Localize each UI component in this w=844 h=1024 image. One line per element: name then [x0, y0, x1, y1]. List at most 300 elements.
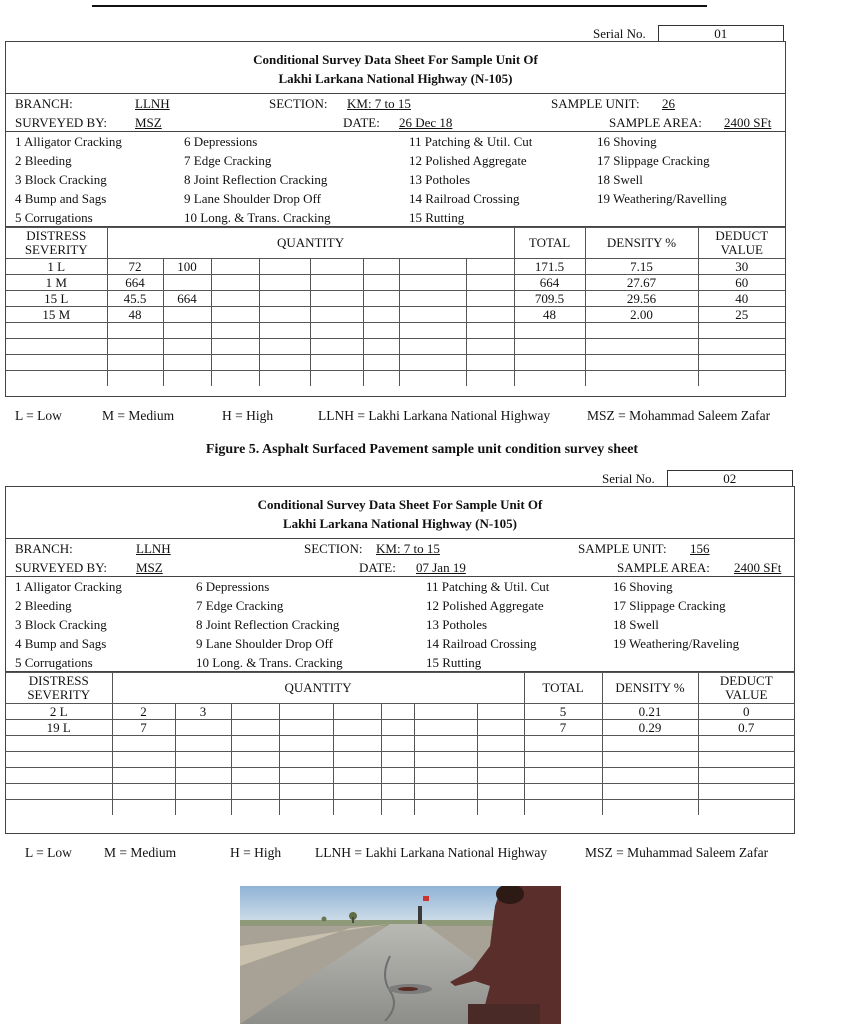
deduct-cell	[698, 752, 794, 768]
codes-col-1	[15, 577, 122, 672]
quantity-cell	[363, 307, 399, 323]
quantity-cell	[466, 339, 514, 355]
deduct-cell	[698, 736, 794, 752]
quantity-cell	[107, 323, 163, 339]
density-cell	[602, 736, 698, 752]
figure-caption: Figure 5. Asphalt Surfaced Pavement sample unit condition survey sheet	[205, 442, 639, 457]
density-cell	[602, 752, 698, 768]
quantity-cell	[112, 736, 175, 752]
deduct-cell	[698, 323, 785, 339]
codes-col-2	[184, 132, 331, 227]
quantity-cell	[477, 784, 524, 800]
legend-msz: MSZ = Mohammad Saleem Zafar	[587, 408, 771, 423]
quantity-cell: 7	[112, 720, 175, 736]
quantity-cell	[231, 768, 279, 784]
survey-sheet-2	[5, 486, 795, 834]
quantity-cell	[477, 720, 524, 736]
legend-medium: M = Medium	[102, 408, 175, 423]
quantity-cell	[163, 323, 211, 339]
sample-unit-label: SAMPLE UNIT:	[551, 96, 640, 111]
quantity-cell	[231, 736, 279, 752]
table-row	[6, 800, 794, 816]
distress-codes	[6, 132, 785, 227]
distress-table	[6, 227, 785, 386]
quantity-cell	[381, 784, 414, 800]
severity-cell	[6, 371, 107, 387]
quantity-cell	[279, 768, 333, 784]
code-item: 7 Edge Cracking	[184, 153, 272, 168]
quantity-cell	[399, 259, 466, 275]
code-item: 8 Joint Reflection Cracking	[184, 172, 328, 187]
code-item: 7 Edge Cracking	[196, 598, 284, 613]
quantity-cell	[363, 259, 399, 275]
code-item: 18 Swell	[597, 172, 643, 187]
quantity-cell	[211, 355, 259, 371]
code-item: 10 Long. & Trans. Cracking	[184, 210, 331, 225]
code-item: 14 Railroad Crossing	[409, 191, 520, 206]
quantity-cell	[107, 339, 163, 355]
code-item: 4 Bump and Sags	[15, 636, 107, 651]
code-item: 11 Patching & Util. Cut	[426, 579, 550, 594]
quantity-cell	[211, 259, 259, 275]
table-row	[6, 323, 785, 339]
quantity-cell	[466, 307, 514, 323]
quantity-cell	[414, 800, 477, 816]
quantity-cell	[363, 371, 399, 387]
distress-codes	[6, 577, 794, 672]
quantity-cell	[112, 768, 175, 784]
density-cell: 2.00	[585, 307, 698, 323]
code-item: 14 Railroad Crossing	[426, 636, 537, 651]
severity-cell: 1 M	[6, 275, 107, 291]
quantity-cell	[381, 800, 414, 816]
code-item: 2 Bleeding	[15, 598, 72, 613]
quantity-cell	[381, 736, 414, 752]
section-value: KM: 7 to 15	[376, 541, 440, 556]
code-item: 2 Bleeding	[15, 153, 72, 168]
quantity-cell: 664	[163, 291, 211, 307]
quantity-cell	[231, 800, 279, 816]
code-item: 19 Weathering/Ravelling	[597, 191, 727, 206]
quantity-cell	[414, 784, 477, 800]
quantity-cell	[333, 720, 381, 736]
quantity-cell	[211, 275, 259, 291]
sheet-title-line2: Lakhi Larkana National Highway (N-105)	[282, 516, 518, 531]
quantity-cell	[477, 768, 524, 784]
quantity-cell	[414, 704, 477, 720]
quantity-cell	[399, 371, 466, 387]
code-item: 8 Joint Reflection Cracking	[196, 617, 340, 632]
quantity-cell	[259, 275, 310, 291]
quantity-cell	[211, 339, 259, 355]
quantity-cell	[231, 704, 279, 720]
code-item: 18 Swell	[613, 617, 659, 632]
quantity-cell	[477, 752, 524, 768]
density-cell	[585, 339, 698, 355]
quantity-cell	[310, 323, 363, 339]
quantity-cell	[363, 323, 399, 339]
density-cell: 7.15	[585, 259, 698, 275]
density-cell: 0.21	[602, 704, 698, 720]
quantity-cell	[211, 307, 259, 323]
deduct-cell: 0.7	[698, 720, 794, 736]
road-photo-image	[240, 886, 561, 1024]
distress-table	[6, 672, 794, 815]
quantity-cell	[399, 307, 466, 323]
severity-cell: 1 L	[6, 259, 107, 275]
severity-cell: 19 L	[6, 720, 112, 736]
quantity-cell	[279, 800, 333, 816]
quantity-cell	[381, 752, 414, 768]
sample-unit-label: SAMPLE UNIT:	[578, 541, 667, 556]
branch-value: LLNH	[135, 96, 170, 111]
density-header: DENSITY %	[602, 673, 698, 704]
quantity-cell	[163, 339, 211, 355]
table-row	[6, 275, 785, 291]
total-cell: 171.5	[514, 259, 585, 275]
code-item: 3 Block Cracking	[15, 617, 107, 632]
severity-cell	[6, 736, 112, 752]
density-cell	[585, 355, 698, 371]
quantity-cell: 48	[107, 307, 163, 323]
code-item: 9 Lane Shoulder Drop Off	[196, 636, 333, 651]
code-item: 17 Slippage Cracking	[613, 598, 726, 613]
density-header: DENSITY %	[585, 228, 698, 259]
legend-llnh: LLNH = Lakhi Larkana National Highway	[315, 845, 548, 860]
quantity-cell	[163, 371, 211, 387]
deduct-cell: 25	[698, 307, 785, 323]
total-cell: 7	[524, 720, 602, 736]
quantity-cell	[211, 371, 259, 387]
code-item: 10 Long. & Trans. Cracking	[196, 655, 343, 670]
quantity-cell	[279, 784, 333, 800]
quantity-cell: 100	[163, 259, 211, 275]
code-item: 15 Rutting	[409, 210, 465, 225]
quantity-cell	[259, 291, 310, 307]
code-item: 12 Polished Aggregate	[409, 153, 527, 168]
quantity-cell	[259, 339, 310, 355]
quantity-cell	[414, 752, 477, 768]
severity-cell: 15 L	[6, 291, 107, 307]
quantity-cell	[333, 752, 381, 768]
total-cell	[514, 323, 585, 339]
table-row	[6, 307, 785, 323]
code-item: 16 Shoving	[613, 579, 673, 594]
total-cell	[524, 736, 602, 752]
table-body-1	[6, 228, 785, 387]
quantity-cell	[381, 704, 414, 720]
survey-sheet-1	[5, 41, 786, 397]
total-header: TOTAL	[524, 673, 602, 704]
branch-label: BRANCH:	[15, 96, 73, 111]
code-item: 5 Corrugations	[15, 210, 93, 225]
density-cell: 0.29	[602, 720, 698, 736]
date-label: DATE:	[359, 560, 396, 575]
density-cell	[585, 371, 698, 387]
density-cell	[585, 323, 698, 339]
sample-area-label: SAMPLE AREA:	[617, 560, 710, 575]
code-item: 6 Depressions	[184, 134, 258, 149]
quantity-cell	[414, 768, 477, 784]
density-cell: 29.56	[585, 291, 698, 307]
density-cell	[602, 784, 698, 800]
severity-cell	[6, 768, 112, 784]
quantity-cell	[175, 784, 231, 800]
quantity-cell	[477, 736, 524, 752]
quantity-cell	[333, 800, 381, 816]
quantity-cell	[381, 768, 414, 784]
quantity-cell	[310, 259, 363, 275]
table-row	[6, 720, 794, 736]
total-cell	[524, 784, 602, 800]
quantity-header: QUANTITY	[112, 673, 524, 704]
codes-col-3	[426, 577, 549, 672]
deduct-cell	[698, 768, 794, 784]
code-item: 4 Bump and Sags	[15, 191, 107, 206]
density-cell	[602, 768, 698, 784]
codes-col-4	[613, 577, 739, 653]
code-item: 9 Lane Shoulder Drop Off	[184, 191, 321, 206]
codes-col-4	[597, 132, 727, 208]
quantity-cell	[259, 323, 310, 339]
code-item: 17 Slippage Cracking	[597, 153, 710, 168]
quantity-cell	[399, 275, 466, 291]
quantity-cell	[259, 355, 310, 371]
quantity-cell	[414, 720, 477, 736]
date-label: DATE:	[343, 115, 380, 130]
serial-label-1: Serial No. 01	[593, 25, 784, 42]
quantity-cell	[175, 768, 231, 784]
deduct-header: DEDUCT VALUE	[698, 673, 794, 704]
total-cell	[524, 768, 602, 784]
quantity-header: QUANTITY	[107, 228, 514, 259]
quantity-cell	[310, 291, 363, 307]
quantity-cell	[333, 704, 381, 720]
section-label: SECTION:	[304, 541, 363, 556]
quantity-cell	[310, 339, 363, 355]
code-item: 16 Shoving	[597, 134, 657, 149]
quantity-cell: 72	[107, 259, 163, 275]
sample-area-value: 2400 SFt	[724, 115, 772, 130]
deduct-header: DEDUCT VALUE	[698, 228, 785, 259]
quantity-cell	[363, 275, 399, 291]
road-survey-photo	[240, 886, 561, 1024]
quantity-cell	[333, 784, 381, 800]
distress-severity-header: DISTRESS SEVERITY	[6, 673, 112, 704]
date-value: 07 Jan 19	[416, 560, 466, 575]
quantity-cell	[259, 307, 310, 323]
quantity-cell	[399, 323, 466, 339]
deduct-cell	[698, 371, 785, 387]
distress-severity-header: DISTRESS SEVERITY	[6, 228, 107, 259]
code-item: 5 Corrugations	[15, 655, 93, 670]
quantity-cell	[414, 736, 477, 752]
quantity-cell	[112, 752, 175, 768]
table-row	[6, 752, 794, 768]
deduct-cell	[698, 355, 785, 371]
quantity-cell	[466, 275, 514, 291]
sheet-header	[6, 487, 794, 539]
total-cell: 664	[514, 275, 585, 291]
code-item: 13 Potholes	[409, 172, 471, 187]
quantity-cell: 3	[175, 704, 231, 720]
serial-number-1: 01	[658, 25, 784, 42]
branch-label: BRANCH:	[15, 541, 73, 556]
quantity-cell	[333, 768, 381, 784]
table-row	[6, 259, 785, 275]
table-body-2	[6, 673, 794, 816]
quantity-cell	[363, 339, 399, 355]
quantity-cell	[107, 355, 163, 371]
quantity-cell	[231, 720, 279, 736]
severity-cell: 15 M	[6, 307, 107, 323]
quantity-cell	[477, 704, 524, 720]
codes-col-2	[196, 577, 343, 672]
quantity-cell	[279, 704, 333, 720]
quantity-cell	[259, 371, 310, 387]
total-cell: 709.5	[514, 291, 585, 307]
quantity-cell	[381, 720, 414, 736]
quantity-cell	[363, 291, 399, 307]
quantity-cell	[279, 752, 333, 768]
quantity-cell: 2	[112, 704, 175, 720]
sheet-title-line1: Conditional Survey Data Sheet For Sample Unit Of	[257, 497, 543, 512]
deduct-cell	[698, 800, 794, 816]
quantity-cell	[310, 371, 363, 387]
quantity-cell	[211, 323, 259, 339]
quantity-cell: 664	[107, 275, 163, 291]
deduct-cell: 0	[698, 704, 794, 720]
quantity-cell	[231, 752, 279, 768]
table-row	[6, 355, 785, 371]
table-row	[6, 704, 794, 720]
branch-value: LLNH	[136, 541, 171, 556]
quantity-cell	[399, 339, 466, 355]
code-item: 11 Patching & Util. Cut	[409, 134, 533, 149]
code-item: 13 Potholes	[426, 617, 488, 632]
quantity-cell	[175, 752, 231, 768]
legend-msz: MSZ = Muhammad Saleem Zafar	[585, 845, 769, 860]
legend-medium: M = Medium	[104, 845, 177, 860]
legend-low: L = Low	[15, 408, 62, 423]
quantity-cell	[279, 720, 333, 736]
sheet-header	[6, 42, 785, 94]
quantity-cell	[163, 275, 211, 291]
deduct-cell: 60	[698, 275, 785, 291]
codes-col-3	[409, 132, 532, 227]
severity-cell	[6, 800, 112, 816]
deduct-cell: 40	[698, 291, 785, 307]
quantity-cell	[466, 323, 514, 339]
surveyed-by-label: SURVEYED BY:	[15, 560, 108, 575]
quantity-cell	[175, 800, 231, 816]
density-cell	[602, 800, 698, 816]
surveyed-by-value: MSZ	[136, 560, 163, 575]
quantity-cell	[175, 736, 231, 752]
legend-low: L = Low	[25, 845, 72, 860]
quantity-cell	[231, 784, 279, 800]
density-cell: 27.67	[585, 275, 698, 291]
legend-high: H = High	[222, 408, 274, 423]
top-rule	[92, 5, 707, 7]
codes-col-1	[15, 132, 122, 227]
severity-cell	[6, 339, 107, 355]
surveyed-by-label: SURVEYED BY:	[15, 115, 108, 130]
total-cell	[514, 371, 585, 387]
quantity-cell	[466, 355, 514, 371]
table-row	[6, 339, 785, 355]
section-value: KM: 7 to 15	[347, 96, 411, 111]
quantity-cell	[477, 800, 524, 816]
deduct-cell: 30	[698, 259, 785, 275]
table-row	[6, 784, 794, 800]
date-value: 26 Dec 18	[399, 115, 453, 130]
sheet-title-line1: Conditional Survey Data Sheet For Sample Unit Of	[253, 52, 538, 67]
quantity-cell	[163, 307, 211, 323]
severity-cell: 2 L	[6, 704, 112, 720]
code-item: 1 Alligator Cracking	[15, 134, 122, 149]
quantity-cell	[333, 736, 381, 752]
quantity-cell	[399, 291, 466, 307]
quantity-cell	[259, 259, 310, 275]
severity-cell	[6, 784, 112, 800]
table-row	[6, 291, 785, 307]
quantity-cell: 45.5	[107, 291, 163, 307]
code-item: 1 Alligator Cracking	[15, 579, 122, 594]
quantity-cell	[175, 720, 231, 736]
total-cell	[524, 800, 602, 816]
severity-cell	[6, 323, 107, 339]
severity-cell	[6, 355, 107, 371]
total-cell	[514, 355, 585, 371]
sample-area-label: SAMPLE AREA:	[609, 115, 702, 130]
code-item: 6 Depressions	[196, 579, 270, 594]
quantity-cell	[363, 355, 399, 371]
total-cell	[524, 752, 602, 768]
quantity-cell	[112, 800, 175, 816]
quantity-cell	[163, 355, 211, 371]
quantity-cell	[310, 355, 363, 371]
code-item: 19 Weathering/Raveling	[613, 636, 740, 651]
legend-high: H = High	[230, 845, 282, 860]
severity-cell	[6, 752, 112, 768]
total-cell: 5	[524, 704, 602, 720]
table-row	[6, 736, 794, 752]
serial-number-2: 02	[667, 470, 793, 487]
sheet-meta	[6, 539, 794, 577]
sheet-meta	[6, 94, 785, 132]
quantity-cell	[310, 307, 363, 323]
quantity-cell	[211, 291, 259, 307]
sample-unit-value: 26	[662, 96, 675, 111]
table-row	[6, 371, 785, 387]
sheet-title-line2: Lakhi Larkana National Highway (N-105)	[278, 71, 513, 86]
quantity-cell	[112, 784, 175, 800]
surveyed-by-value: MSZ	[135, 115, 162, 130]
code-item: 3 Block Cracking	[15, 172, 107, 187]
quantity-cell	[466, 371, 514, 387]
quantity-cell	[310, 275, 363, 291]
code-item: 15 Rutting	[426, 655, 482, 670]
table-header-row	[6, 228, 785, 259]
section-label: SECTION:	[269, 96, 328, 111]
quantity-cell	[466, 291, 514, 307]
sample-unit-value: 156	[690, 541, 710, 556]
legend-llnh: LLNH = Lakhi Larkana National Highway	[318, 408, 551, 423]
serial-label-2: Serial No. 02	[602, 470, 793, 487]
quantity-cell	[399, 355, 466, 371]
table-header-row	[6, 673, 794, 704]
